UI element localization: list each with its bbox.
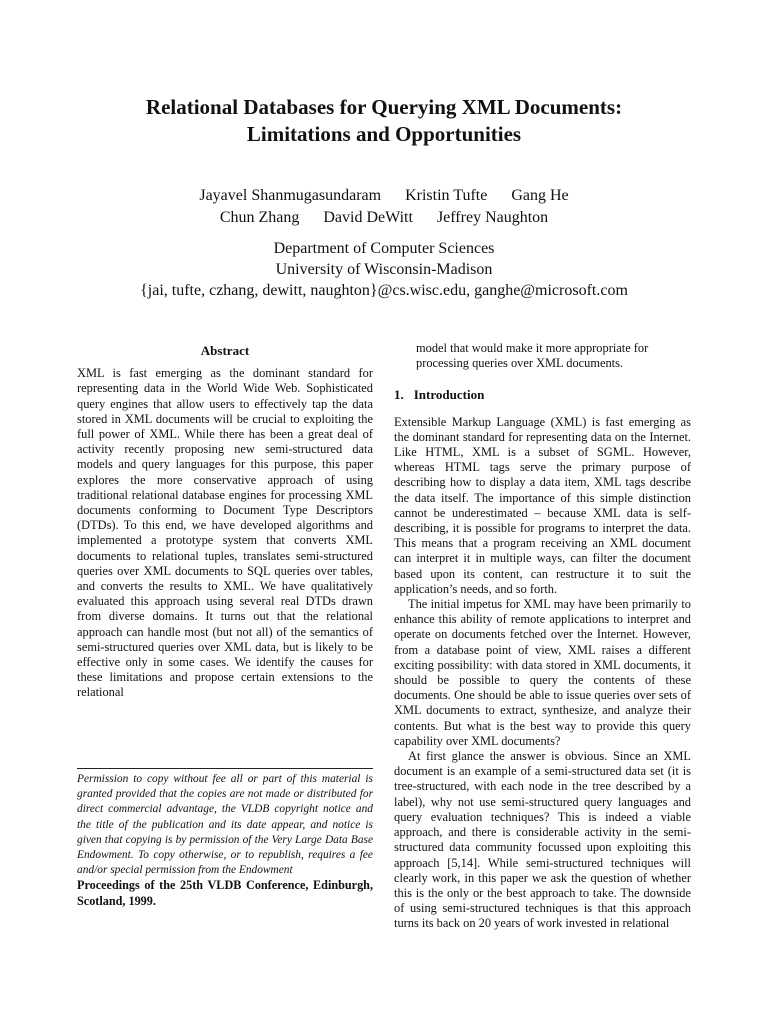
author-name: Jeffrey Naughton	[436, 209, 549, 226]
section-number: 1.	[394, 387, 404, 403]
left-column	[77, 343, 373, 701]
introduction-heading	[394, 387, 691, 402]
department: Department of Computer Sciences	[273, 240, 495, 257]
abstract-text: XML is fast emerging as the dominant standard for representing data in the World Wide Web. Sophisticated query engines that allow users to effectively tap the data stored in XML documents will be crucial to exploiting the full power of XML. While there has been a great deal of activity recently proposing new semi-structured data models and query languages for this purpose, this paper explores the more conservative approach of using traditional relational database engines for processing XML documents conforming to Document Type Descriptors (DTDs). To this end, we have developed algorithms and implemented a prototype system that converts XML documents to relational tuples, translates semi-structured queries over XML documents to SQL queries over tables, and converts the results to XML. We have qualitatively evaluated this approach using several real DTDs drawn from diverse domains. It turns out that the relational approach can handle most (but not all) of the semantics of semi-structured queries over XML data, but is likely to be effective only in some cases. We identify the causes for these limitations and propose certain extensions to the relational	[77, 366, 373, 700]
author-name: Gang He	[511, 187, 569, 204]
author-name: Kristin Tufte	[405, 187, 488, 204]
right-column	[394, 341, 691, 932]
section-title: Introduction	[413, 387, 485, 403]
intro-paragraph-3: At first glance the answer is obvious. Since an XML document is an example of a semi-structured data set (it is tree-structured, with each node in the tree described by a label), why not use semi-structured query languages and query evaluation techniques? This is indeed a viable approach, and there is considerable activity in the semi-structured data community focussed upon exploiting this approach [5,14]. While semi-structured techniques will clearly work, in this paper we ask the question of whether this is the only or the best approach to take. The downside of using semi-structured techniques is that this approach turns its back on 20 years of work invested in relational	[394, 749, 691, 931]
abstract-continued: model that would make it more appropriate for processing queries over XML documents.	[416, 341, 649, 371]
author-list	[60, 185, 708, 229]
author-row-2	[60, 207, 708, 229]
abstract-heading: Abstract	[200, 343, 250, 358]
intro-paragraph-2: The initial impetus for XML may have been primarily to enhance this ability of remote applications to interpret and operate on documents fetched over the Internet. However, from a database point of view, XML raises a different exciting possibility: with data stored in XML documents, it should be possible to query the contents of these documents. One should be able to issue queries over sets of XML documents to extract, synthesize, and analyze their contents. But what is the best way to provide this query capability over XML documents?	[394, 597, 691, 748]
proceedings-notice: Proceedings of the 25th VLDB Conference, Edinburgh, Scotland, 1999.	[77, 878, 373, 908]
introduction-body	[394, 415, 691, 932]
title-line-1: Relational Databases for Querying XML Documents:	[145, 95, 623, 119]
university: University of Wisconsin-Madison	[275, 261, 493, 278]
author-name: Chun Zhang	[219, 209, 300, 226]
author-row-1	[60, 185, 708, 207]
intro-paragraph-1: Extensible Markup Language (XML) is fast emerging as the dominant standard for representing data on the Internet. Like HTML, XML is a subset of SGML. However, whereas HTML tags serve the primary purpose of describing how to display a data item, XML tags describe the data itself. The importance of this simple distinction cannot be underestimated – because XML data is self-describing, it is possible for programs to interpret the data. This means that a program receiving an XML document can interpret it in multiple ways, can filter the document based upon its content, can restructure it to suit the application’s needs, and so forth.	[394, 414, 691, 596]
footnote	[77, 768, 373, 909]
author-emails: {jai, tufte, czhang, dewitt, naughton}@cs.wisc.edu, ganghe@microsoft.com	[140, 282, 628, 299]
permission-notice: Permission to copy without fee all or part of this material is granted provided that the copies are not made or distributed for direct commercial advantage, the VLDB copyright notice and the title of the publication and its date appear, and notice is given that copying is by permission of the Very Large Data Base Endowment. To copy otherwise, or to republish, requires a fee and/or special permission from the Endowment	[77, 773, 373, 877]
paper-title	[60, 94, 708, 148]
author-name: Jayavel Shanmugasundaram	[199, 187, 382, 204]
affiliation	[60, 238, 708, 301]
author-name: David DeWitt	[323, 209, 413, 226]
title-line-2: Limitations and Opportunities	[246, 122, 522, 146]
